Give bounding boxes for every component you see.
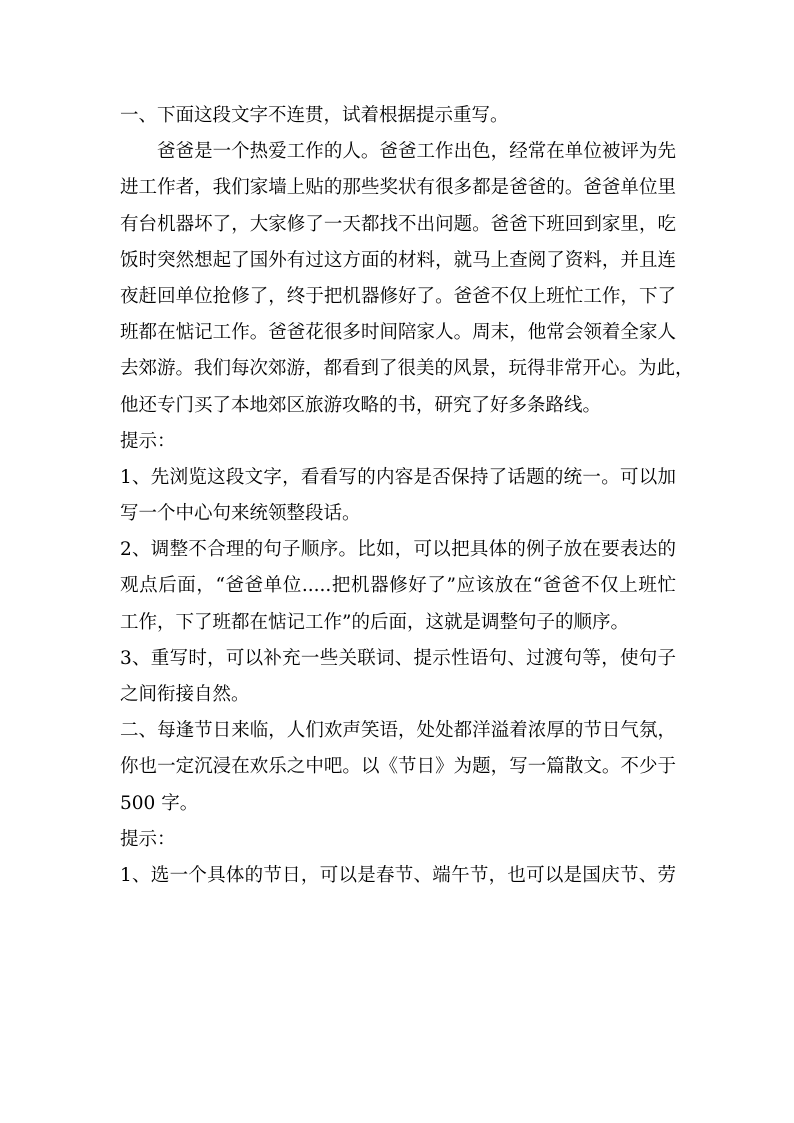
paragraph-line: 去郊游。我们每次郊游，都看到了很美的风景，玩得非常开心。为此， xyxy=(120,358,694,380)
section-2-line: 你也一定沉浸在欢乐之中吧。以《节日》为题，写一篇散文。不少于 xyxy=(120,756,676,778)
hint-item-line: 1、先浏览这段文字，看看写的内容是否保持了话题的统一。可以加 xyxy=(120,466,676,488)
hint-item-line: 3、重写时，可以补充一些关联词、提示性语句、过渡句等，使句子 xyxy=(120,647,676,669)
hint-item-line: 写一个中心句来统领整段话。 xyxy=(120,503,361,525)
document-page xyxy=(120,98,694,894)
paragraph-line: 班都在惦记工作。爸爸花很多时间陪家人。周末，他常会领着全家人 xyxy=(120,322,676,344)
paragraph-line: 进工作者，我们家墙上贴的那些奖状有很多都是爸爸的。爸爸单位里 xyxy=(120,177,676,199)
paragraph-line: 夜赶回单位抢修了，终于把机器修好了。爸爸不仅上班忙工作，下了 xyxy=(120,285,676,307)
paragraph-line: 饭时突然想起了国外有过这方面的材料，就马上查阅了资料，并且连 xyxy=(120,249,676,271)
hint-item-line: 1、选一个具体的节日，可以是春节、端午节，也可以是国庆节、劳 xyxy=(120,864,676,886)
hint-item-line: 2、调整不合理的句子顺序。比如，可以把具体的例子放在要表达的 xyxy=(120,539,676,561)
section-2-line: 500 字。 xyxy=(120,792,199,814)
paragraph-line: 他还专门买了本地郊区旅游攻略的书，研究了好多条路线。 xyxy=(120,394,602,416)
hint-heading: 提示： xyxy=(120,828,176,850)
hint-item-line: 之间衔接自然。 xyxy=(120,684,250,705)
hint-item-line: 观点后面，“爸爸单位.....把机器修好了”应该放在“爸爸不仅上班忙 xyxy=(120,575,676,597)
paragraph-line: 爸爸是一个热爱工作的人。爸爸工作出色，经常在单位被评为先 xyxy=(157,141,676,163)
hint-heading: 提示： xyxy=(120,430,176,452)
paragraph-line: 有台机器坏了，大家修了一天都找不出问题。爸爸下班回到家里，吃 xyxy=(120,213,676,235)
section-2-heading: 二、每逢节日来临，人们欢声笑语，处处都洋溢着浓厚的节日气氛， xyxy=(120,720,676,742)
hint-item-line: 工作，下了班都在惦记工作”的后面，这就是调整句子的顺序。 xyxy=(120,611,629,633)
section-1-heading: 一、下面这段文字不连贯，试着根据提示重写。 xyxy=(120,105,509,126)
